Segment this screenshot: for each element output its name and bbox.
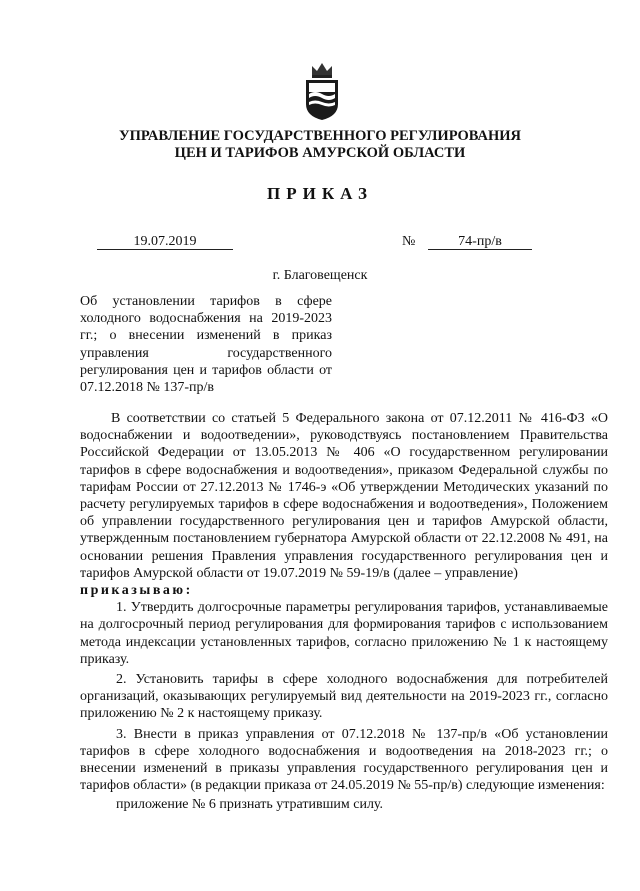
item-3-subparagraph: приложение № 6 признать утратившим силу. [116, 797, 384, 813]
number-label: № [402, 234, 416, 249]
document-number: 74-пр/в [428, 234, 532, 250]
city: г. Благовещенск [272, 268, 368, 283]
document-body [80, 410, 608, 814]
item-2-paragraph: 2. Установить тарифы в сфере холодного водоснабжения для потребителей организаций, оказывающих регулируемый вид деятельности на 2019-2023 гг., согласно приложению № 2 к настоящему приказу. [80, 672, 608, 722]
org-line-1: УПРАВЛЕНИЕ ГОСУДАРСТВЕННОГО РЕГУЛИРОВАНИЯ [118, 128, 522, 144]
item-1-paragraph: 1. Утвердить долгосрочные параметры регулирования тарифов, устанавливаемые на долгосрочный период регулирования для формирования тарифов с использованием метода индексации установленных тарифов, согласно приложению № 1 к настоящему приказу. [80, 600, 608, 667]
document-type-title: ПРИКАЗ [267, 184, 373, 203]
organization-name [0, 128, 640, 162]
amur-coat-of-arms-icon [303, 60, 341, 122]
item-3-paragraph: 3. Внести в приказ управления от 07.12.2018 № 137-пр/в «Об установлении тарифов в сфере холодного водоснабжения и водоотведения на 2018-2023 гг.; о внесении изменений в приказы управления государственного регулирования цен и тарифов области» (в редакции приказа от 24.05.2019 № 55-пр/в) следующие изменения: [80, 726, 608, 794]
decree-word: приказываю: [80, 583, 193, 599]
document-subject: Об установлении тарифов в сфере холодного водоснабжения на 2019-2023 гг.; о внесении изменений в приказ управления государственного регулирования цен и тарифов области от 07.12.2018 № 137-пр/в [80, 294, 332, 396]
org-line-2: ЦЕН И ТАРИФОВ АМУРСКОЙ ОБЛАСТИ [174, 145, 466, 161]
document-date: 19.07.2019 [97, 234, 233, 250]
preamble-paragraph: В соответствии со статьей 5 Федерального закона от 07.12.2011 № 416-ФЗ «О водоснабжении и водоотведении», руководствуясь постановлением Правительства Российской Федерации от 13.05.2013 № 406 «О государственном регулировании тарифов в сфере водоснабжения и водоотведения», приказом Федеральной службы по тарифам России от 27.12.2013 № 1746-э «Об утверждении Методических указаний по расчету регулируемых тарифов в сфере водоснабжения и водоотведения», Положением об управлении государственного регулирования цен и тарифов Амурской области, утвержденным постановлением губернатора Амурской области от 22.12.2008 № 491, на основании решения Правления управления государственного регулирования цен и тарифов Амурской области от 19.07.2019 № 59-19/в (далее – управление) [80, 411, 608, 581]
